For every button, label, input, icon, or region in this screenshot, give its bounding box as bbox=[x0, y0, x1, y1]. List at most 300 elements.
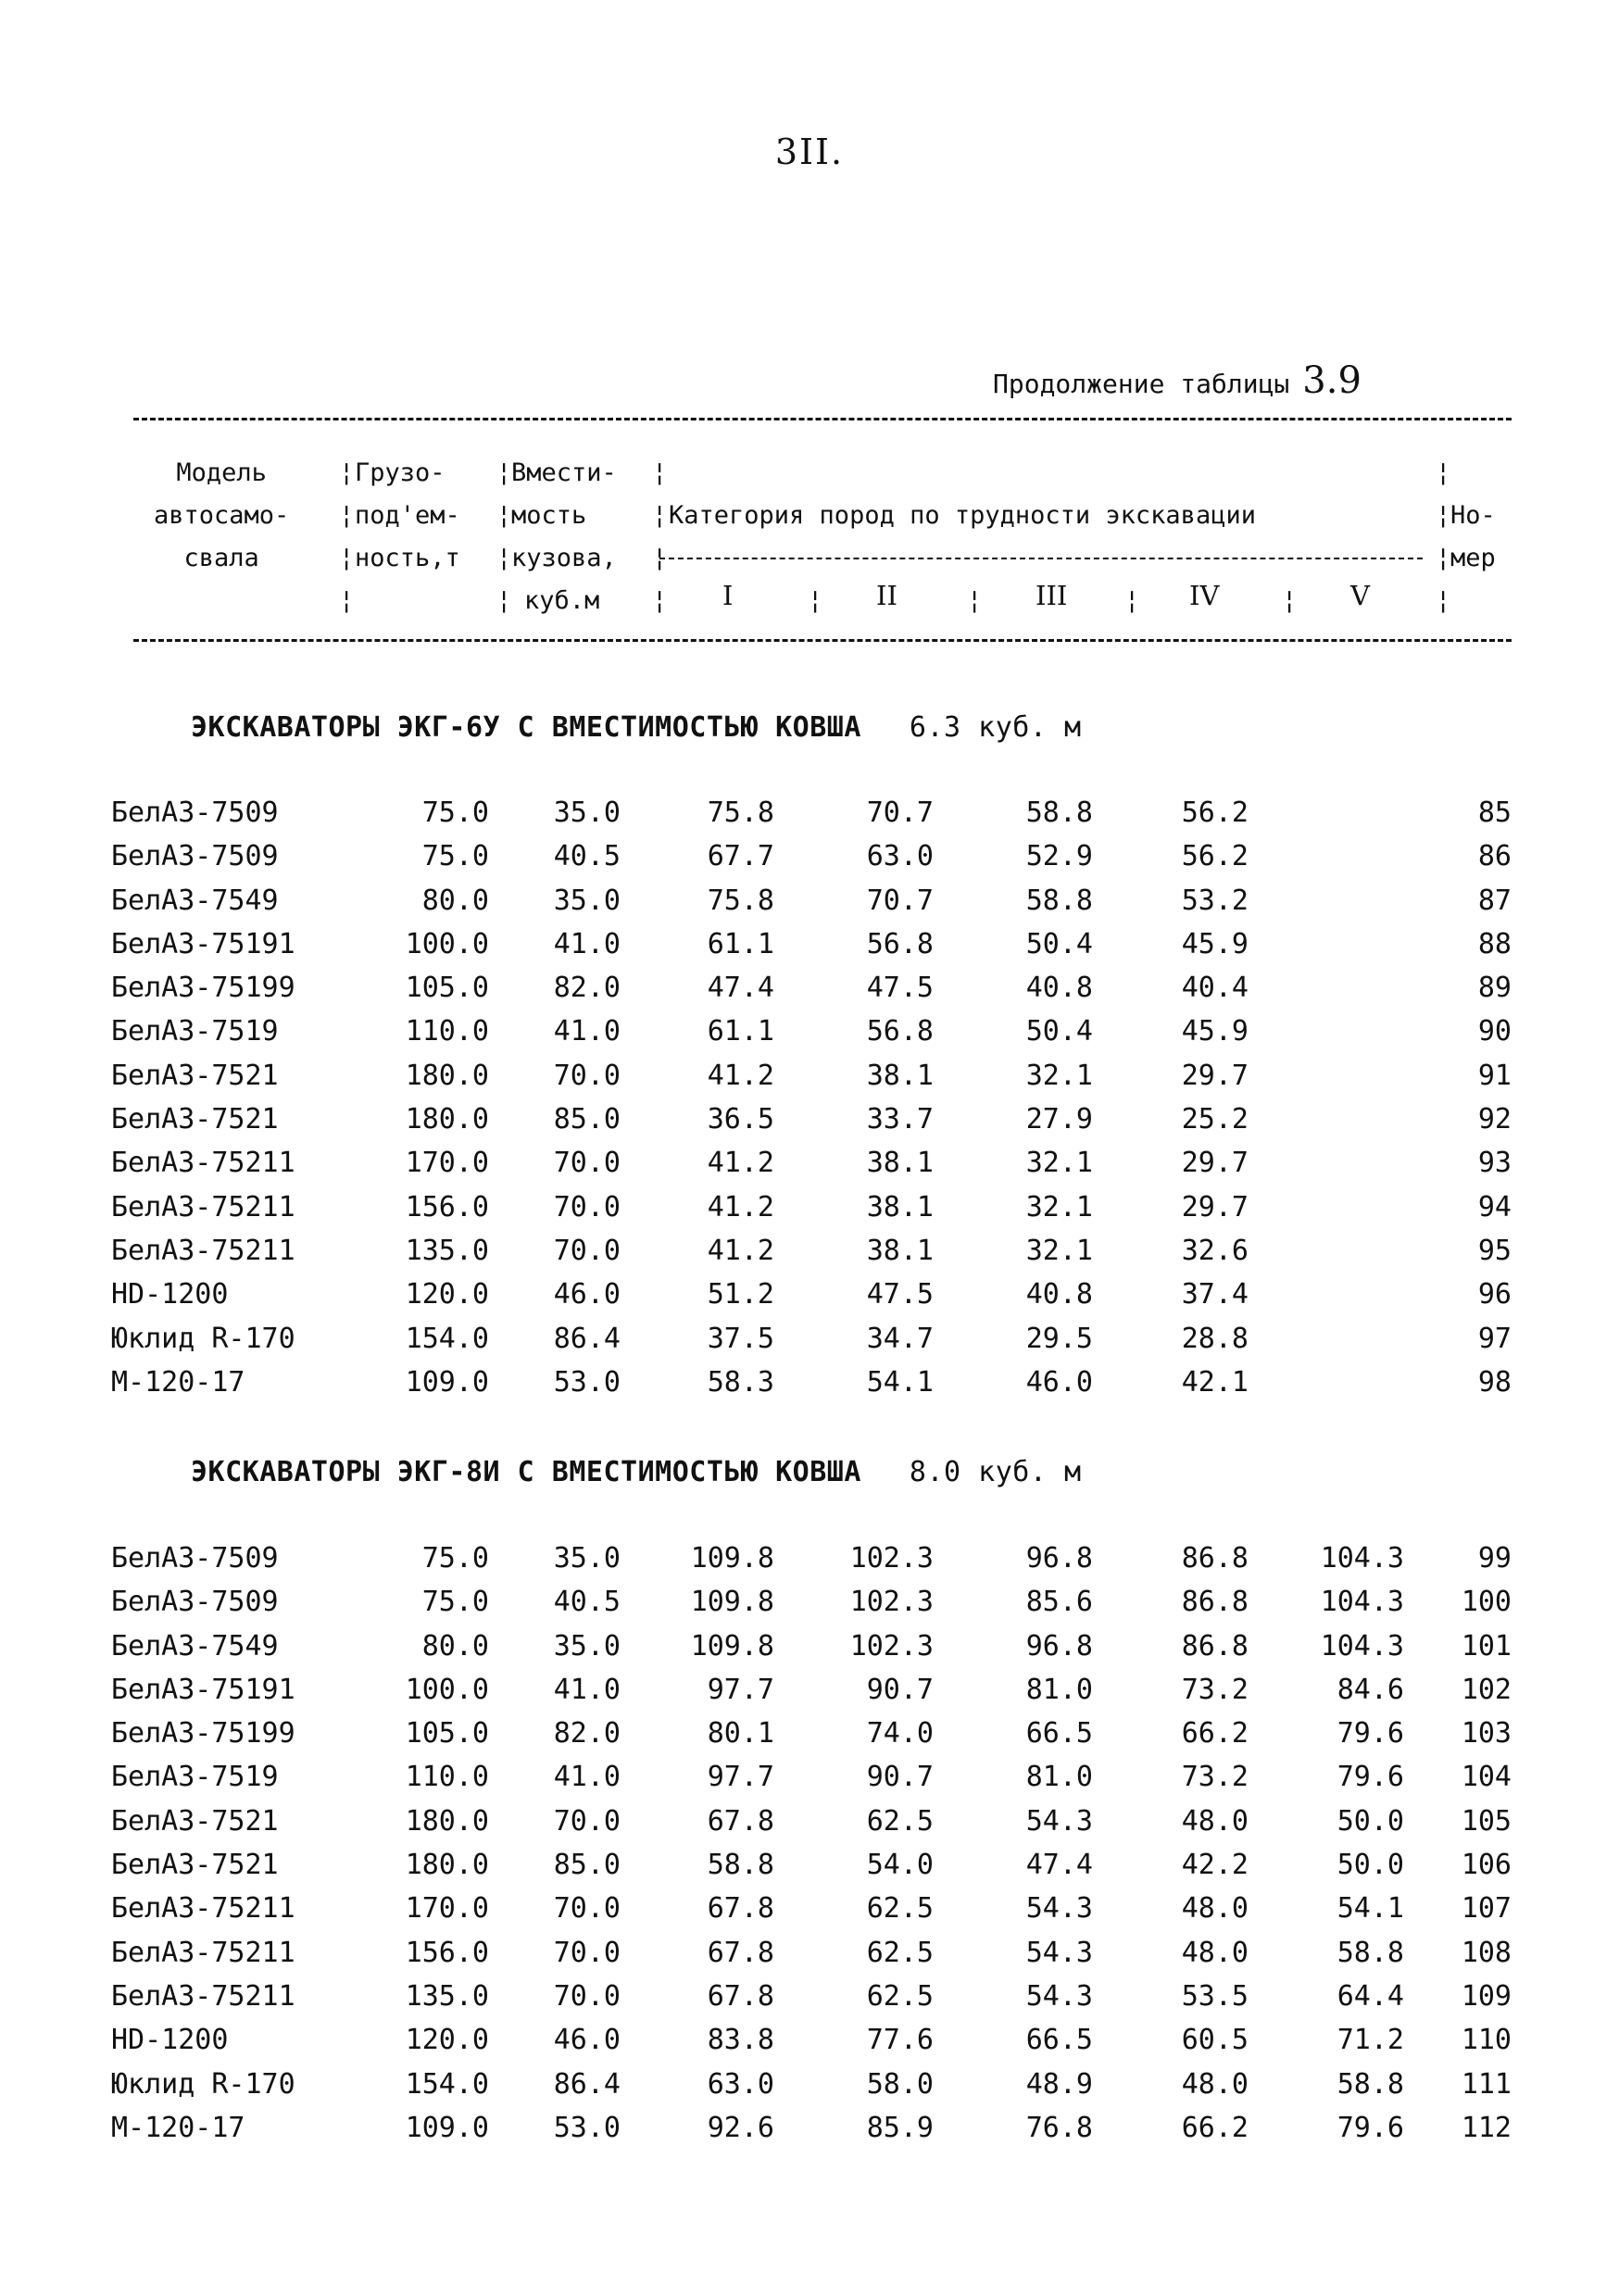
cell-vol: 35.0 bbox=[553, 797, 621, 829]
header-volume bbox=[511, 452, 617, 622]
header-load-line: ность,т bbox=[355, 544, 460, 572]
cell-ii: 102.3 bbox=[849, 1586, 934, 1619]
cell-iii: 50.4 bbox=[1025, 927, 1093, 960]
cell-i: 36.5 bbox=[707, 1103, 774, 1136]
cell-vol: 86.4 bbox=[553, 2067, 621, 2101]
cell-v: 84.6 bbox=[1337, 1673, 1404, 1706]
category-rule bbox=[659, 558, 1423, 559]
table-row bbox=[0, 928, 1619, 972]
cell-model: БелАЗ-75199 bbox=[111, 972, 295, 1005]
cell-iv: 29.7 bbox=[1181, 1147, 1249, 1180]
cell-no: 111 bbox=[1461, 2067, 1512, 2101]
header-load-line: Грузо- bbox=[355, 458, 446, 487]
section-title bbox=[191, 1456, 1082, 1488]
cell-iii: 32.1 bbox=[1025, 1059, 1093, 1092]
cell-model: Юклид R-170 bbox=[111, 1322, 295, 1355]
cell-load: 75.0 bbox=[421, 797, 489, 829]
header-separator: ¦ bbox=[967, 586, 983, 615]
cell-ii: 47.5 bbox=[866, 972, 934, 1005]
cell-ii: 38.1 bbox=[866, 1059, 934, 1092]
cell-iv: 42.2 bbox=[1181, 1849, 1249, 1882]
cell-no: 99 bbox=[1477, 1542, 1512, 1575]
header-separator: ¦ bbox=[1282, 586, 1298, 615]
header-separator: ¦ ¦ ¦ ¦ bbox=[496, 458, 512, 615]
cell-ii: 54.0 bbox=[866, 1849, 934, 1882]
cell-i: 67.8 bbox=[707, 1892, 774, 1926]
cell-vol: 41.0 bbox=[553, 1015, 621, 1048]
header-separator: ¦ ¦ ¦ ¦ bbox=[652, 458, 668, 615]
cell-i: 67.8 bbox=[707, 1979, 774, 2013]
cell-load: 80.0 bbox=[421, 884, 489, 917]
cell-ii: 58.0 bbox=[866, 2067, 934, 2101]
table-caption bbox=[993, 359, 1362, 402]
cell-iii: 96.8 bbox=[1025, 1542, 1093, 1575]
cell-iii: 66.5 bbox=[1025, 2024, 1093, 2057]
table-row bbox=[0, 1586, 1619, 1629]
header-separator: ¦ ¦ ¦ ¦ bbox=[1436, 458, 1451, 615]
cell-vol: 86.4 bbox=[553, 1322, 621, 1355]
cell-model: БелАЗ-7509 bbox=[111, 840, 279, 873]
table-row bbox=[0, 1805, 1619, 1849]
cell-no: 105 bbox=[1461, 1804, 1512, 1838]
cell-vol: 40.5 bbox=[553, 840, 621, 873]
header-volume-line: куб.м bbox=[524, 586, 600, 615]
caption-table-number: 3.9 bbox=[1302, 359, 1362, 402]
cell-model: БелАЗ-7519 bbox=[111, 1015, 279, 1048]
header-volume-line: Вмести- bbox=[511, 458, 617, 487]
cell-load: 156.0 bbox=[405, 1936, 489, 1969]
cell-v: 79.6 bbox=[1337, 1717, 1404, 1750]
cell-v: 104.3 bbox=[1320, 1586, 1404, 1619]
header-volume-line: мость bbox=[511, 501, 587, 530]
cell-i: 97.7 bbox=[707, 1761, 774, 1794]
table-row bbox=[0, 2112, 1619, 2155]
cell-no: 86 bbox=[1477, 840, 1512, 873]
cell-ii: 90.7 bbox=[866, 1761, 934, 1794]
table-row bbox=[0, 1323, 1619, 1366]
cell-i: 67.8 bbox=[707, 1804, 774, 1838]
cell-i: 47.4 bbox=[707, 972, 774, 1005]
cell-iii: 85.6 bbox=[1025, 1586, 1093, 1619]
cell-v: 104.3 bbox=[1320, 1542, 1404, 1575]
cell-no: 92 bbox=[1477, 1103, 1512, 1136]
cell-load: 156.0 bbox=[405, 1190, 489, 1223]
cell-ii: 62.5 bbox=[866, 1892, 934, 1926]
cell-model: БелАЗ-75211 bbox=[111, 1234, 295, 1267]
cell-iv: 37.4 bbox=[1181, 1278, 1249, 1311]
cell-load: 80.0 bbox=[421, 1629, 489, 1662]
cell-iv: 86.8 bbox=[1181, 1629, 1249, 1662]
header-top-rule bbox=[133, 418, 1512, 420]
cell-iv: 60.5 bbox=[1181, 2024, 1249, 2057]
cell-vol: 85.0 bbox=[553, 1849, 621, 1882]
cell-ii: 102.3 bbox=[849, 1542, 934, 1575]
cell-vol: 70.0 bbox=[553, 1892, 621, 1926]
cell-i: 67.7 bbox=[707, 840, 774, 873]
cell-iii: 47.4 bbox=[1025, 1849, 1093, 1882]
cell-v: 50.0 bbox=[1337, 1804, 1404, 1838]
cell-load: 75.0 bbox=[421, 840, 489, 873]
cell-ii: 38.1 bbox=[866, 1147, 934, 1180]
cell-model: БелАЗ-75191 bbox=[111, 1673, 295, 1706]
header-model-line: Модель bbox=[176, 458, 267, 487]
cell-vol: 70.0 bbox=[553, 1234, 621, 1267]
cell-iv: 45.9 bbox=[1181, 1015, 1249, 1048]
section-bucket-volume: 8.0 куб. м bbox=[909, 1456, 1082, 1488]
cell-iv: 42.1 bbox=[1181, 1365, 1249, 1399]
cell-ii: 56.8 bbox=[866, 1015, 934, 1048]
cell-no: 102 bbox=[1461, 1673, 1512, 1706]
cell-iv: 53.2 bbox=[1181, 884, 1249, 917]
cell-model: БелАЗ-75211 bbox=[111, 1936, 295, 1969]
cell-ii: 47.5 bbox=[866, 1278, 934, 1311]
cell-ii: 90.7 bbox=[866, 1673, 934, 1706]
cell-model: БелАЗ-7521 bbox=[111, 1849, 279, 1882]
cell-no: 93 bbox=[1477, 1147, 1512, 1180]
section-rows bbox=[0, 797, 1619, 1410]
table-row bbox=[0, 1849, 1619, 1892]
cell-load: 105.0 bbox=[405, 972, 489, 1005]
cell-no: 103 bbox=[1461, 1717, 1512, 1750]
section-rows bbox=[0, 1542, 1619, 2155]
cell-model: HD-1200 bbox=[111, 1278, 229, 1311]
cell-i: 67.8 bbox=[707, 1936, 774, 1969]
cell-iii: 32.1 bbox=[1025, 1234, 1093, 1267]
table-row bbox=[0, 1937, 1619, 1980]
cell-model: М-120-17 bbox=[111, 2111, 245, 2144]
cell-vol: 82.0 bbox=[553, 1717, 621, 1750]
cell-model: БелАЗ-7521 bbox=[111, 1059, 279, 1092]
cell-v: 54.1 bbox=[1337, 1892, 1404, 1926]
cell-load: 170.0 bbox=[405, 1147, 489, 1180]
table-row bbox=[0, 1060, 1619, 1103]
cell-no: 95 bbox=[1477, 1234, 1512, 1267]
cell-iii: 50.4 bbox=[1025, 1015, 1093, 1048]
cell-no: 110 bbox=[1461, 2024, 1512, 2057]
cell-i: 92.6 bbox=[707, 2111, 774, 2144]
cell-iv: 48.0 bbox=[1181, 2067, 1249, 2101]
table-row bbox=[0, 1980, 1619, 2024]
cell-ii: 85.9 bbox=[866, 2111, 934, 2144]
cell-iii: 27.9 bbox=[1025, 1103, 1093, 1136]
cell-no: 98 bbox=[1477, 1365, 1512, 1399]
cell-iii: 40.8 bbox=[1025, 1278, 1093, 1311]
cell-vol: 35.0 bbox=[553, 884, 621, 917]
cell-load: 109.0 bbox=[405, 2111, 489, 2144]
cell-iv: 25.2 bbox=[1181, 1103, 1249, 1136]
cell-iv: 48.0 bbox=[1181, 1892, 1249, 1926]
cell-model: БелАЗ-75211 bbox=[111, 1892, 295, 1926]
section-title-text: ЭКСКАВАТОРЫ ЭКГ-6У С ВМЕСТИМОСТЬЮ КОВША bbox=[191, 711, 861, 744]
cell-i: 41.2 bbox=[707, 1190, 774, 1223]
cell-iii: 40.8 bbox=[1025, 972, 1093, 1005]
cell-load: 170.0 bbox=[405, 1892, 489, 1926]
cell-iii: 52.9 bbox=[1025, 840, 1093, 873]
cell-iv: 29.7 bbox=[1181, 1190, 1249, 1223]
cell-load: 120.0 bbox=[405, 1278, 489, 1311]
cell-no: 96 bbox=[1477, 1278, 1512, 1311]
cell-no: 91 bbox=[1477, 1059, 1512, 1092]
cell-iv: 48.0 bbox=[1181, 1804, 1249, 1838]
cell-iii: 54.3 bbox=[1025, 1979, 1093, 2013]
cell-model: БелАЗ-7521 bbox=[111, 1804, 279, 1838]
cell-iv: 86.8 bbox=[1181, 1586, 1249, 1619]
cell-model: БелАЗ-7549 bbox=[111, 884, 279, 917]
cell-iii: 81.0 bbox=[1025, 1761, 1093, 1794]
cell-ii: 54.1 bbox=[866, 1365, 934, 1399]
cell-i: 63.0 bbox=[707, 2067, 774, 2101]
cell-no: 109 bbox=[1461, 1979, 1512, 2013]
cell-iii: 58.8 bbox=[1025, 797, 1093, 829]
cell-v: 50.0 bbox=[1337, 1849, 1404, 1882]
cell-model: БелАЗ-7509 bbox=[111, 1586, 279, 1619]
header-number-line: Но- bbox=[1450, 501, 1496, 530]
cell-model: БелАЗ-7549 bbox=[111, 1629, 279, 1662]
cell-model: БелАЗ-75211 bbox=[111, 1190, 295, 1223]
cell-i: 37.5 bbox=[707, 1322, 774, 1355]
table-row bbox=[0, 1015, 1619, 1059]
table-row bbox=[0, 972, 1619, 1015]
header-category: Категория пород по трудности экскавации bbox=[669, 501, 1256, 530]
cell-ii: 33.7 bbox=[866, 1103, 934, 1136]
cell-iii: 76.8 bbox=[1025, 2111, 1093, 2144]
cell-model: БелАЗ-7509 bbox=[111, 1542, 279, 1575]
cell-load: 135.0 bbox=[405, 1234, 489, 1267]
cell-vol: 46.0 bbox=[553, 2024, 621, 2057]
cell-i: 51.2 bbox=[707, 1278, 774, 1311]
cell-iv: 45.9 bbox=[1181, 927, 1249, 960]
header-bottom-rule bbox=[133, 639, 1512, 642]
table-row bbox=[0, 1761, 1619, 1804]
cell-i: 58.3 bbox=[707, 1365, 774, 1399]
cell-model: БелАЗ-75199 bbox=[111, 1717, 295, 1750]
cell-iii: 32.1 bbox=[1025, 1147, 1093, 1180]
table-row bbox=[0, 1892, 1619, 1936]
cell-ii: 70.7 bbox=[866, 797, 934, 829]
table-row bbox=[0, 1366, 1619, 1410]
cell-i: 41.2 bbox=[707, 1234, 774, 1267]
cell-ii: 62.5 bbox=[866, 1936, 934, 1969]
cell-no: 101 bbox=[1461, 1629, 1512, 1662]
cell-vol: 46.0 bbox=[553, 1278, 621, 1311]
table-row bbox=[0, 2024, 1619, 2067]
cell-vol: 70.0 bbox=[553, 1979, 621, 2013]
cell-model: БелАЗ-75211 bbox=[111, 1147, 295, 1180]
table-row bbox=[0, 1103, 1619, 1147]
cell-vol: 35.0 bbox=[553, 1629, 621, 1662]
cell-iii: 48.9 bbox=[1025, 2067, 1093, 2101]
cell-load: 135.0 bbox=[405, 1979, 489, 2013]
cell-vol: 41.0 bbox=[553, 1673, 621, 1706]
cell-vol: 82.0 bbox=[553, 972, 621, 1005]
cell-no: 107 bbox=[1461, 1892, 1512, 1926]
cell-iv: 56.2 bbox=[1181, 840, 1249, 873]
cell-load: 120.0 bbox=[405, 2024, 489, 2057]
cell-load: 75.0 bbox=[421, 1542, 489, 1575]
cell-iv: 53.5 bbox=[1181, 1979, 1249, 2013]
table-row bbox=[0, 1147, 1619, 1190]
cell-iii: 46.0 bbox=[1025, 1365, 1093, 1399]
cell-ii: 102.3 bbox=[849, 1629, 934, 1662]
cell-vol: 40.5 bbox=[553, 1586, 621, 1619]
cell-i: 75.8 bbox=[707, 884, 774, 917]
table-row bbox=[0, 1674, 1619, 1717]
cell-no: 97 bbox=[1477, 1322, 1512, 1355]
cell-iv: 73.2 bbox=[1181, 1761, 1249, 1794]
cell-iv: 48.0 bbox=[1181, 1936, 1249, 1969]
cell-ii: 63.0 bbox=[866, 840, 934, 873]
cell-load: 110.0 bbox=[405, 1015, 489, 1048]
cell-iii: 54.3 bbox=[1025, 1936, 1093, 1969]
cell-v: 71.2 bbox=[1337, 2024, 1404, 2057]
cell-load: 180.0 bbox=[405, 1804, 489, 1838]
cell-iv: 40.4 bbox=[1181, 972, 1249, 1005]
cell-model: HD-1200 bbox=[111, 2024, 229, 2057]
cell-no: 112 bbox=[1461, 2111, 1512, 2144]
cell-ii: 34.7 bbox=[866, 1322, 934, 1355]
page-number: 3II. bbox=[774, 132, 845, 172]
cell-model: БелАЗ-7521 bbox=[111, 1103, 279, 1136]
cell-vol: 41.0 bbox=[553, 927, 621, 960]
category-v: V bbox=[1350, 580, 1370, 611]
cell-vol: 70.0 bbox=[553, 1190, 621, 1223]
cell-no: 88 bbox=[1477, 927, 1512, 960]
cell-no: 106 bbox=[1461, 1849, 1512, 1882]
cell-model: БелАЗ-7509 bbox=[111, 797, 279, 829]
cell-v: 104.3 bbox=[1320, 1629, 1404, 1662]
category-iv: IV bbox=[1189, 580, 1220, 611]
table-row bbox=[0, 1235, 1619, 1278]
cell-i: 61.1 bbox=[707, 927, 774, 960]
table-row bbox=[0, 1542, 1619, 1586]
cell-i: 80.1 bbox=[707, 1717, 774, 1750]
cell-iii: 96.8 bbox=[1025, 1629, 1093, 1662]
cell-i: 97.7 bbox=[707, 1673, 774, 1706]
cell-vol: 70.0 bbox=[553, 1147, 621, 1180]
cell-i: 109.8 bbox=[690, 1629, 774, 1662]
table-row bbox=[0, 885, 1619, 928]
cell-vol: 53.0 bbox=[553, 1365, 621, 1399]
cell-iii: 58.8 bbox=[1025, 884, 1093, 917]
cell-vol: 35.0 bbox=[553, 1542, 621, 1575]
cell-ii: 38.1 bbox=[866, 1190, 934, 1223]
cell-i: 61.1 bbox=[707, 1015, 774, 1048]
cell-model: БелАЗ-7519 bbox=[111, 1761, 279, 1794]
header-number-line: мер bbox=[1450, 544, 1496, 572]
header-volume-line: кузова, bbox=[511, 544, 617, 572]
cell-model: БелАЗ-75191 bbox=[111, 927, 295, 960]
cell-i: 83.8 bbox=[707, 2024, 774, 2057]
cell-iii: 54.3 bbox=[1025, 1892, 1093, 1926]
section-title-text: ЭКСКАВАТОРЫ ЭКГ-8И С ВМЕСТИМОСТЬЮ КОВША bbox=[191, 1456, 861, 1488]
cell-load: 105.0 bbox=[405, 1717, 489, 1750]
cell-no: 100 bbox=[1461, 1586, 1512, 1619]
cell-vol: 70.0 bbox=[553, 1936, 621, 1969]
header-number bbox=[1450, 495, 1496, 580]
category-i: I bbox=[722, 580, 734, 611]
cell-model: БелАЗ-75211 bbox=[111, 1979, 295, 2013]
section-title bbox=[191, 711, 1082, 744]
cell-no: 87 bbox=[1477, 884, 1512, 917]
cell-model: М-120-17 bbox=[111, 1365, 245, 1399]
header-separator: ¦ ¦ ¦ ¦ bbox=[339, 458, 355, 615]
header-load-line: под'ем- bbox=[355, 501, 460, 530]
category-iii: III bbox=[1035, 580, 1068, 611]
cell-load: 100.0 bbox=[405, 1673, 489, 1706]
table-row bbox=[0, 2068, 1619, 2112]
cell-load: 154.0 bbox=[405, 2067, 489, 2101]
cell-i: 41.2 bbox=[707, 1059, 774, 1092]
header-separator: ¦ bbox=[808, 586, 823, 615]
cell-vol: 85.0 bbox=[553, 1103, 621, 1136]
cell-iv: 29.7 bbox=[1181, 1059, 1249, 1092]
cell-no: 108 bbox=[1461, 1936, 1512, 1969]
section-bucket-volume: 6.3 куб. м bbox=[909, 711, 1082, 744]
table-row bbox=[0, 1717, 1619, 1761]
cell-i: 41.2 bbox=[707, 1147, 774, 1180]
cell-no: 94 bbox=[1477, 1190, 1512, 1223]
cell-iv: 28.8 bbox=[1181, 1322, 1249, 1355]
cell-iv: 32.6 bbox=[1181, 1234, 1249, 1267]
cell-load: 180.0 bbox=[405, 1103, 489, 1136]
table-row bbox=[0, 1278, 1619, 1322]
table-row bbox=[0, 1191, 1619, 1235]
header-model bbox=[154, 452, 289, 580]
cell-v: 79.6 bbox=[1337, 2111, 1404, 2144]
cell-v: 58.8 bbox=[1337, 1936, 1404, 1969]
cell-i: 109.8 bbox=[690, 1586, 774, 1619]
cell-no: 90 bbox=[1477, 1015, 1512, 1048]
header-model-line: автосамо- bbox=[154, 501, 290, 530]
cell-load: 100.0 bbox=[405, 927, 489, 960]
cell-ii: 38.1 bbox=[866, 1234, 934, 1267]
cell-ii: 56.8 bbox=[866, 927, 934, 960]
cell-v: 64.4 bbox=[1337, 1979, 1404, 2013]
cell-vol: 70.0 bbox=[553, 1804, 621, 1838]
cell-load: 180.0 bbox=[405, 1849, 489, 1882]
cell-iv: 56.2 bbox=[1181, 797, 1249, 829]
cell-v: 79.6 bbox=[1337, 1761, 1404, 1794]
cell-load: 109.0 bbox=[405, 1365, 489, 1399]
cell-iii: 66.5 bbox=[1025, 1717, 1093, 1750]
cell-ii: 62.5 bbox=[866, 1804, 934, 1838]
cell-i: 58.8 bbox=[707, 1849, 774, 1882]
header-model-line: свала bbox=[183, 544, 259, 572]
table-row bbox=[0, 797, 1619, 840]
table-row bbox=[0, 1630, 1619, 1674]
header-load bbox=[355, 452, 460, 580]
cell-load: 180.0 bbox=[405, 1059, 489, 1092]
cell-iv: 73.2 bbox=[1181, 1673, 1249, 1706]
cell-load: 110.0 bbox=[405, 1761, 489, 1794]
category-ii: II bbox=[876, 580, 897, 611]
cell-vol: 53.0 bbox=[553, 2111, 621, 2144]
cell-load: 75.0 bbox=[421, 1586, 489, 1619]
table-row bbox=[0, 840, 1619, 884]
cell-ii: 77.6 bbox=[866, 2024, 934, 2057]
cell-iv: 66.2 bbox=[1181, 1717, 1249, 1750]
cell-iii: 32.1 bbox=[1025, 1190, 1093, 1223]
cell-iii: 29.5 bbox=[1025, 1322, 1093, 1355]
cell-no: 85 bbox=[1477, 797, 1512, 829]
cell-iii: 54.3 bbox=[1025, 1804, 1093, 1838]
cell-load: 154.0 bbox=[405, 1322, 489, 1355]
cell-vol: 41.0 bbox=[553, 1761, 621, 1794]
cell-ii: 62.5 bbox=[866, 1979, 934, 2013]
cell-no: 89 bbox=[1477, 972, 1512, 1005]
cell-ii: 74.0 bbox=[866, 1717, 934, 1750]
cell-model: Юклид R-170 bbox=[111, 2067, 295, 2101]
